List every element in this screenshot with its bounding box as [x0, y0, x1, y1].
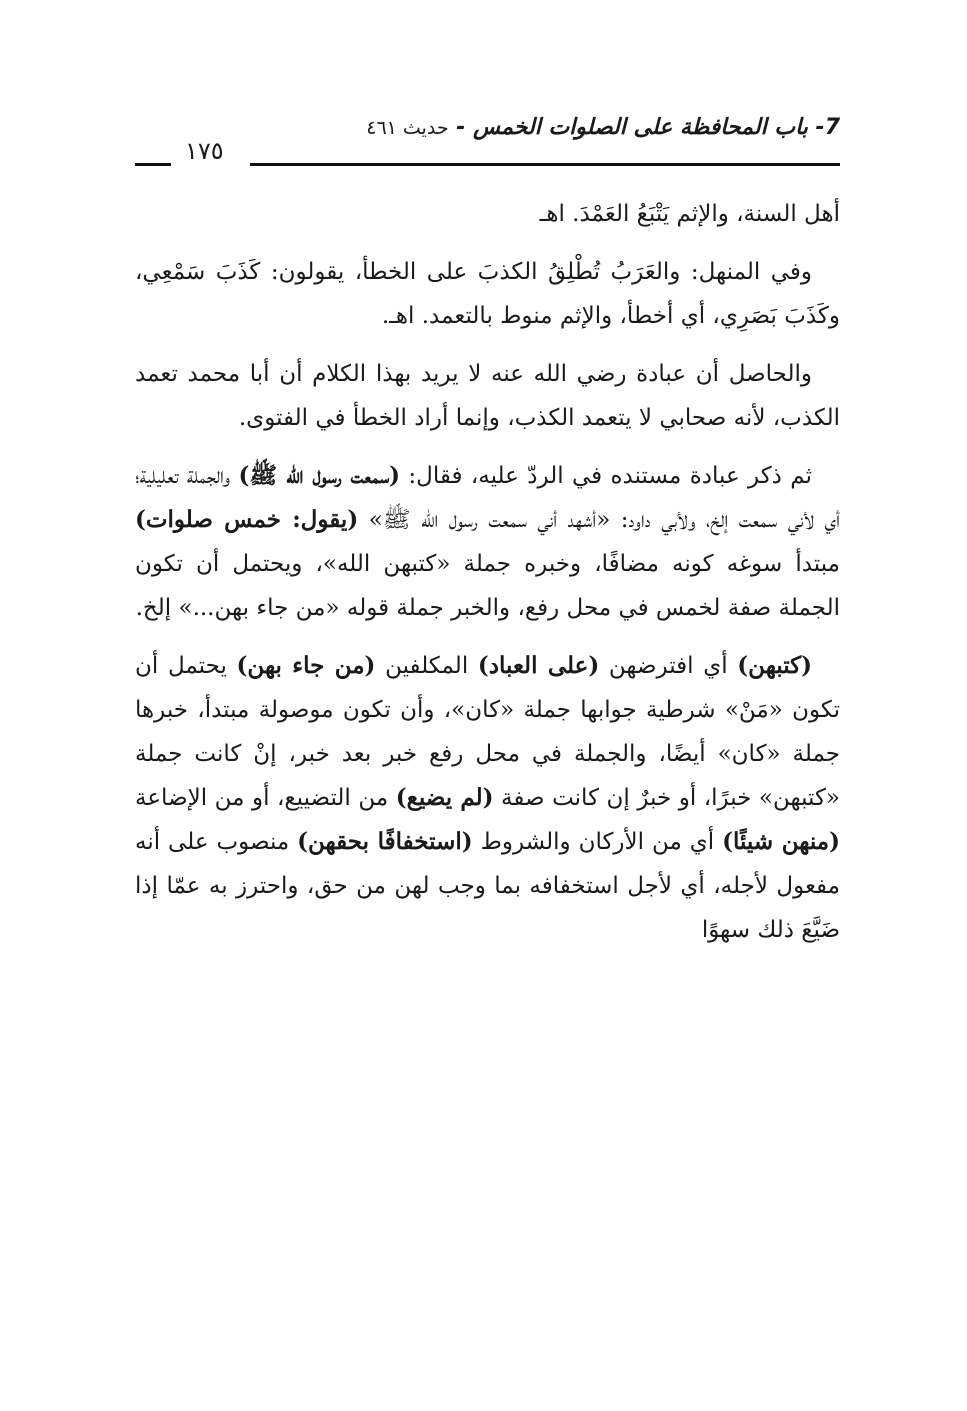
p5-text-d: يحتمل أن تكون «مَنْ» شرطية جوابها جملة «كان»، وأن تكون موصولة مبتدأ، خبرها جملة «كان» أيضًا، والجملة في محل رفع خبر بعد خبر، إنْ كانت جملة «كتبهن» خبرًا، أو خبرٌ إن كانت صفة	[135, 653, 840, 811]
p5-quote-1: (كتبهن)	[737, 652, 813, 679]
page-body	[135, 192, 840, 966]
p5-text-a: أي افترضهن	[599, 653, 738, 679]
page-header	[135, 115, 840, 175]
header-rule-short	[135, 163, 171, 166]
p4-text-c: والجملة تعليلية؛ أي لأني سمعت إلخ، ولأبي داود: «أشهد أني سمعت رسول الله ﷺ»	[135, 463, 840, 533]
chapter-title-text: 7- باب المحافظة على الصلوات الخمس -	[456, 115, 840, 140]
p4-quote-2: (يقول: خمس صلوات)	[135, 506, 359, 533]
p5-quote-4: (لم يضيع)	[395, 784, 494, 811]
paragraph-2: وفي المنهل: والعَرَبُ تُطْلِقُ الكذبَ على الخطأ، يقولون: كَذَبَ سَمْعِي، وكَذَبَ بَصَرِي، أي أخطأ، والإثم منوط بالتعمد. اهـ.	[135, 259, 840, 329]
p5-quote-2: (على العباد)	[477, 652, 600, 679]
p5-text-g: منصوب على أنه مفعول لأجله، أي لأجل استخفافه بما وجب لهن من حق، واحترز به عمّا إذا ضَيَّعَ ذلك سهوًا	[135, 829, 840, 943]
hadith-number: حديث ٤٦١	[366, 117, 449, 139]
p4-text-d: مبتدأ سوغه كونه مضافًا، وخبره جملة «كتبهن الله»، ويحتمل أن تكون الجملة صفة لخمس في محل رفع، والخبر جملة قوله «من جاء بهن...» إلخ.	[135, 551, 840, 621]
page-number: ١٧٥	[185, 137, 224, 165]
p4-text-a: ثم ذكر عبادة مستنده في الردّ عليه، فقال:	[400, 463, 813, 489]
header-rule	[250, 163, 840, 166]
paragraph-1: أهل السنة، والإثم يَتْبَعُ العَمْدَ. اهـ	[539, 201, 840, 227]
p5-quote-3: (من جاء بهن)	[236, 652, 376, 679]
p5-text-c: المكلفين	[375, 653, 478, 679]
chapter-title	[366, 115, 840, 140]
p4-quote-1: (سمعت رسول الله ﷺ)	[238, 462, 401, 489]
paragraph-5	[135, 644, 840, 952]
p5-text-e: من التضييع، أو من الإضاعة	[135, 785, 396, 811]
p5-text-f: أي من الأركان والشروط	[472, 829, 723, 855]
p5-quote-5: (منهن شيئًا)	[722, 828, 840, 855]
paragraph-3: والحاصل أن عبادة رضي الله عنه لا يريد بهذا الكلام أن أبا محمد تعمد الكذب، لأنه صحابي لا يتعمد الكذب، وإنما أراد الخطأ في الفتوى.	[135, 361, 840, 431]
paragraph-4	[135, 454, 840, 630]
p5-quote-6: (استخفافًا بحقهن)	[297, 828, 473, 855]
